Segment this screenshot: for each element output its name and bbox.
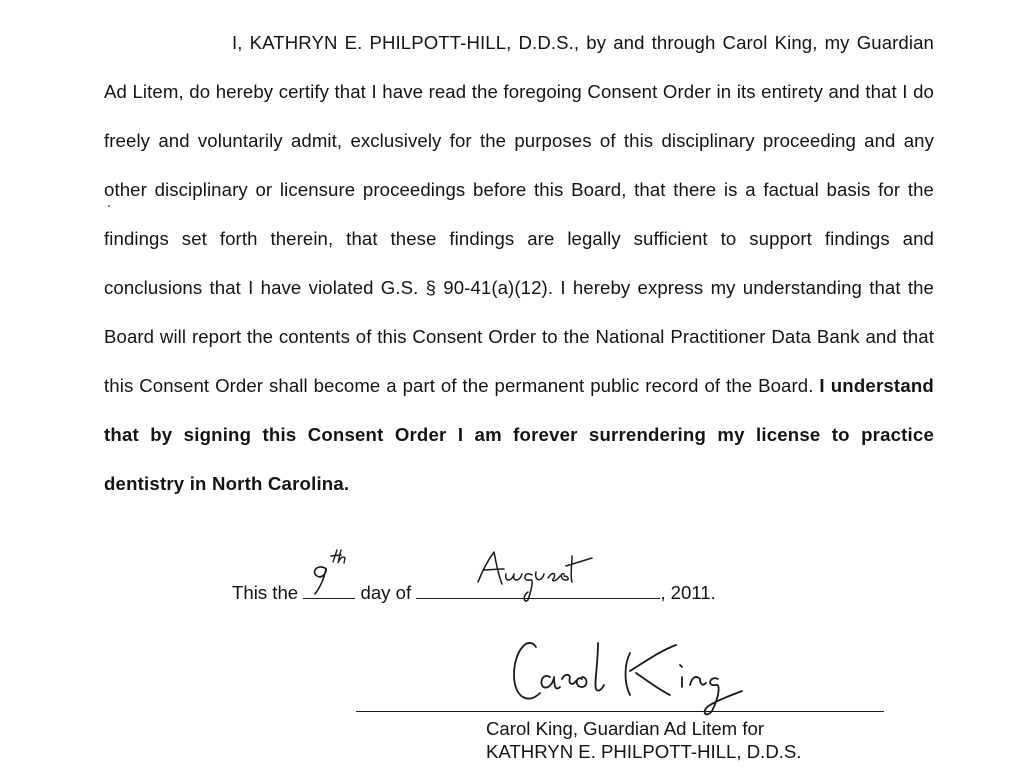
signer-name-line: Carol King, Guardian Ad Litem for [486, 718, 765, 739]
date-suffix: , 2011. [660, 582, 716, 603]
surrender-statement: I understand that by signing this Consent Order I am forever surrendering my license to practice dentistry in North Carolina. [104, 375, 934, 494]
signature-line [356, 711, 884, 712]
date-line [232, 578, 716, 604]
date-prefix: This the [232, 582, 299, 603]
signature-block [356, 625, 886, 775]
certification-text: I, KATHRYN E. PHILPOTT-HILL, D.D.S., by and through Carol King, my Guardian Ad Litem, do hereby certify that I have read the foregoing Consent Order in its entirety and that I do freely and voluntarily admit, exclusively for the purposes of this disciplinary proceeding and any other disciplinary or licensure proceedings before this Board, that there is a factual basis for the findings set forth therein, that these findings are legally sufficient to support findings and conclusions that I have violated G.S. § 90-41(a)(12). I hereby express my understanding that the Board will report the contents of this Consent Order to the National Practitioner Data Bank and that this Consent Order shall become a part of the permanent public record of the Board. [104, 32, 934, 396]
handwritten-signature [506, 625, 766, 725]
respondent-name-line: KATHRYN E. PHILPOTT-HILL, D.D.S. [486, 741, 802, 762]
handwritten-day [303, 548, 363, 598]
signature-caption [486, 717, 801, 763]
month-blank [416, 578, 660, 599]
day-blank [303, 578, 355, 599]
stray-mark [108, 205, 110, 207]
certification-paragraph [104, 18, 934, 508]
date-middle: day of [360, 582, 412, 603]
handwritten-month [416, 548, 666, 604]
